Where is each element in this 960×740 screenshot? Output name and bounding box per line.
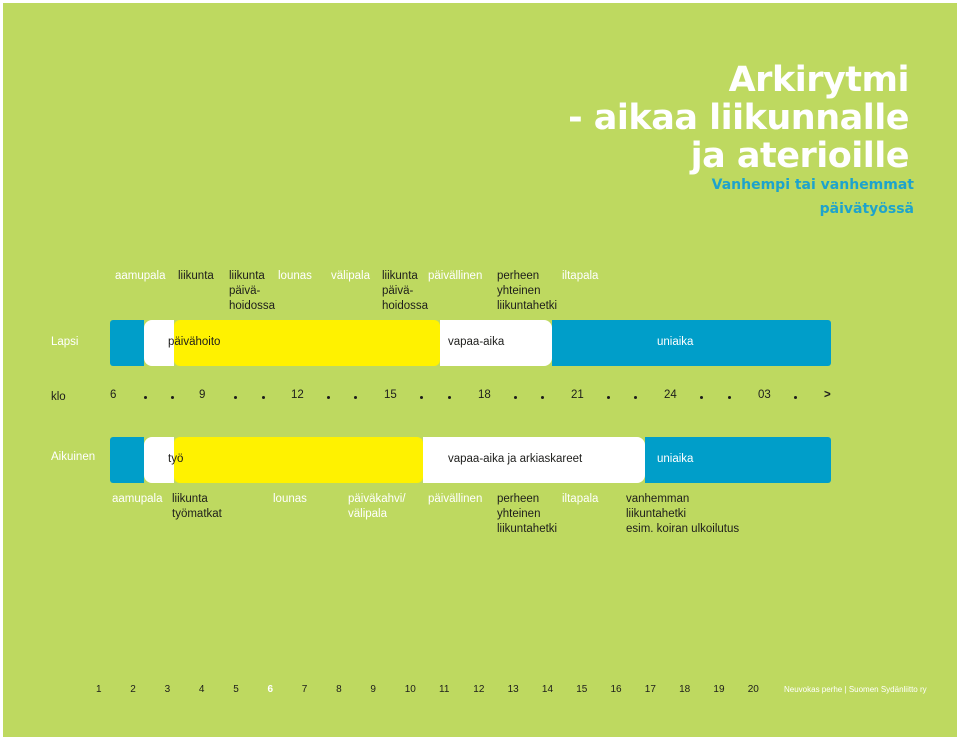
child-day-bar [110,320,831,366]
timeline-dot [634,396,637,399]
footer-separator: | [844,685,847,694]
page-number-9[interactable]: 9 [370,684,376,695]
child-activity-label-9 [562,269,598,284]
footer-credit [784,685,927,694]
page-number-3[interactable]: 3 [164,684,171,695]
child-activity-label-line: yhteinen [497,285,541,297]
page-number-17[interactable]: 17 [644,684,656,695]
child-bar-segment-label: vapaa-aika [448,336,505,348]
child-bar-segment-1 [110,320,144,366]
timeline-tick-4: 15 [384,389,397,401]
timeline-tick-6: 21 [571,389,584,401]
child-row-label: Lapsi [51,336,79,348]
timeline-tick-3: 12 [291,389,304,401]
subtitle-line-2: päivätyössä [819,201,914,217]
child-bar-segment-label: uniaika [657,336,694,348]
adult-activity-label-line: yhteinen [497,508,541,520]
adult-activity-label-5 [428,492,482,507]
timeline-dot [607,396,610,399]
adult-activity-label-line: välipala [348,508,387,520]
timeline-tick-9: > [824,389,831,401]
timeline-dot [354,396,357,399]
timeline-dot [262,396,265,399]
timeline-tick-7: 24 [664,389,677,401]
timeline-label: klo [51,391,66,403]
page-number-13[interactable]: 13 [507,684,519,695]
page-number-10[interactable]: 10 [404,684,416,695]
timeline-dot [794,396,797,399]
timeline-dot [327,396,330,399]
adult-activity-label-8 [626,492,739,537]
adult-activity-label-line: aamupala [112,493,163,505]
timeline-dot [448,396,451,399]
adult-bar-segment-label: työ [168,453,184,465]
adult-activity-label-2 [172,492,222,522]
page-number-19[interactable]: 19 [713,684,725,695]
subtitle-line-1: Vanhempi tai vanhemmat [711,177,914,193]
adult-activity-label-line: lounas [273,493,307,505]
adult-bar-segment-1 [110,437,144,483]
adult-activity-label-4 [348,492,406,522]
page-number-18[interactable]: 18 [679,684,691,695]
footer-brand: Neuvokas perhe [784,685,843,694]
adult-activity-label-line: päiväkahvi/ [348,493,406,505]
child-activity-label-line: liikunta [178,270,214,282]
timeline-tick-2: 9 [199,389,206,401]
child-activity-label-line: aamupala [115,270,166,282]
child-activity-label-line: hoidossa [382,300,429,312]
child-activity-label-7 [428,269,482,284]
page-number-4[interactable]: 4 [198,684,205,695]
child-activity-label-8 [497,269,557,314]
page-number-8[interactable]: 8 [336,684,342,695]
child-activity-label-3 [229,269,275,314]
page-number-15[interactable]: 15 [576,684,588,695]
adult-bar-segment-label: uniaika [657,453,694,465]
child-activity-label-line: iltapala [562,270,599,282]
adult-activity-label-1 [112,492,163,507]
page [3,3,957,737]
adult-activity-label-line: liikuntahetki [626,508,687,520]
adult-activity-label-line: esim. koiran ulkoilutus [626,523,740,535]
page-number-6[interactable]: 6 [267,684,274,695]
child-activity-label-5 [331,269,370,284]
child-activity-label-line: päivällinen [428,270,483,282]
title-line-3: ja aterioille [690,136,909,176]
adult-activity-label-line: liikuntahetki [497,523,558,535]
child-activity-label-line: lounas [278,270,312,282]
adult-activity-label-line: iltapala [562,493,599,505]
child-activity-label-1 [115,269,166,284]
timeline-tick-1: 6 [110,389,117,401]
child-activity-label-line: päivä- [382,285,414,297]
timeline-tick-8: 03 [758,389,771,401]
child-activity-label-6 [382,269,428,314]
adult-activity-label-3 [273,492,307,507]
timeline-dot [700,396,703,399]
page-number-20[interactable]: 20 [747,684,759,695]
title-line-2: - aikaa liikunnalle [568,98,909,138]
adult-activity-label-line: liikunta [172,493,208,505]
timeline-tick-5: 18 [478,389,491,401]
footer-org: Suomen Sydänliitto ry [848,685,927,694]
title-line-1: Arkirytmi [728,60,909,100]
timeline-dot [144,396,147,399]
child-activity-label-line: liikunta [382,270,418,282]
child-activity-label-2 [178,269,214,284]
page-number-7[interactable]: 7 [301,684,308,695]
child-activity-label-line: välipala [331,270,370,282]
adult-activity-label-line: vanhemman [626,493,690,505]
timeline-dot [514,396,517,399]
adult-activity-label-line: perheen [497,493,540,505]
timeline-dot [234,396,237,399]
timeline-dot [420,396,423,399]
page-number-16[interactable]: 16 [610,684,622,695]
page-number-2[interactable]: 2 [130,684,136,695]
page-number-12[interactable]: 12 [473,684,485,695]
child-activity-label-line: hoidossa [229,300,276,312]
child-activity-label-line: liikuntahetki [497,300,558,312]
page-number-14[interactable]: 14 [541,684,554,695]
adult-activity-label-line: työmatkat [172,508,222,520]
child-activity-label-line: perheen [497,270,540,282]
adult-bar-segment-3 [174,437,423,483]
child-activity-label-line: päivä- [229,285,261,297]
adult-activity-label-line: päivällinen [428,493,483,505]
child-bar-segment-label: päivähoito [168,336,221,348]
adult-row-label: Aikuinen [51,451,96,463]
timeline-dot [171,396,174,399]
child-activity-label-line: liikunta [229,270,265,282]
child-activity-label-4 [278,269,312,284]
adult-activity-label-6 [497,492,557,537]
timeline-dot [728,396,731,399]
adult-activity-label-7 [562,492,598,507]
page-number-1[interactable]: 1 [96,684,102,695]
adult-bar-segment-label: vapaa-aika ja arkiaskareet [448,453,583,465]
timeline-dot [541,396,544,399]
adult-day-bar [110,437,831,483]
page-number-11[interactable]: 11 [439,684,450,695]
page-number-5[interactable]: 5 [233,684,239,695]
